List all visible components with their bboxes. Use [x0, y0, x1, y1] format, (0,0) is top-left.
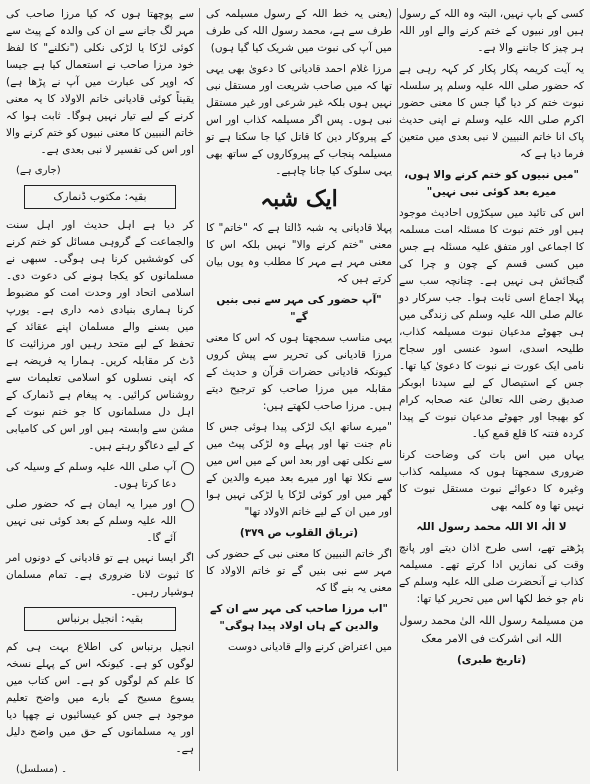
list-item: [6, 459, 194, 493]
paragraph: یہ آیت کریمہ پکار پکار کر کہہ رہی ہے کہ حضور صلی اللہ علیہ وسلم پر سلسلہ نبوت ختم کر دیا گیا جس کا معنی حضور اکرم صلی اللہ علیہ وسلم نے اپنی حدیث پاک انا خاتم النبیین لا نبی بعدی میں متعین فرما دیا ہے کہ: [399, 63, 584, 160]
paragraph: پڑھتے تھے، اسی طرح اذان دیتے اور پانچ وقت کی نمازیں ادا کرتے تھے۔ مسیلمہ کذاب نے آنحضرت صلی اللہ علیہ وسلم کے نام جو خط لکھا اس میں تحریر کیا تھا:: [399, 542, 584, 605]
quote: "اب مرزا صاحب کی مہر سے ان کے والدین کے ہاں اولاد پیدا ہوگی": [210, 603, 388, 632]
citation: (تاریخ طبری): [456, 654, 527, 666]
boxed-title: بقیہ: مکتوب ڈنمارک: [24, 185, 176, 209]
paragraph: اس کی تائید میں سیکڑوں احادیث موجود ہیں اور ختم نبوت کا مسئلہ امت مسلمہ کا اجماعی اور متفق علیہ مسئلہ ہے جس میں کسی قسم کے چون و چرا کی گنجائش ہی نہیں ہے۔ چنانچہ سب سے پہلا اجماع اسی ثابت ہوا۔ جب سرکار دو عالم صلی اللہ علیہ وسلم کی زندگی میں ہی جھوٹے مدعیان نبوت مسیلمہ کذاب، طلیحہ اسدی، اسود عنسی اور سجاح نامی ایک عورت نے نبوت کا دعویٰ کیا تھا۔ جس کے استیصال کے لیے سیدنا ابوبکر صدیق رضی اللہ تعالیٰ عنہ صحابہ کرام کو بھیجا اور جھوٹے مدعیان نبوت کے پیدا کردہ فتنہ کا قلع قمع کیا۔: [399, 207, 584, 440]
paragraph: اگر ایسا نہیں ہے تو قادیانی کے دونوں امر کا ثبوت لانا ضروری ہے۔ تمام مسلمان ہوشیار رہیں۔: [6, 552, 194, 598]
continued-label: (جاری ہے): [16, 165, 61, 176]
paragraph: کر دیا ہے اہل حدیث اور اہل سنت والجماعت کے گروہی مسائل کو ختم کرنے کی کوششیں کرنا ہی ہوگی۔ سبھی نے مسلمانوں کو یکجا ہونے کی دعوت دی۔ اسلامی اتحاد اور وحدت امت کو مضبوط کرنا ہماری بنیادی ذمہ داری ہے۔ یورپ میں بسنے والے مسلمان اپنے عقائد کے تحفظ کے لیے متحد رہیں اور مرزائیت کا ڈٹ کر مقابلہ کریں۔ ہمارا یہ فریضہ ہے کہ اپنی نسلوں کو اسلامی تعلیمات سے روشناس کرائیں۔ یہ پیغام ہے ڈنمارک کے اہل دل مسلمانوں کا جو ختم نبوت کے مشن سے وابستہ ہیں اور اس کی کامیابی کے لیے دعاگو رہتے ہیں۔: [6, 219, 194, 452]
right-column: [399, 6, 584, 673]
paragraph: پہلا قادیانی یہ شبہ ڈالتا ہے کہ "خاتم" کا معنی "ختم کرنے والا" نہیں بلکہ اس کا معنی مہر ہے مہر کا مطلب وہ یوں بیان کرتے ہیں کہ: [206, 222, 392, 285]
option-text: آپ صلی اللہ علیہ وسلم کے وسیلہ کی دعا کرتا ہوں۔: [6, 461, 176, 490]
paragraph: مرزا غلام احمد قادیانی کا دعویٰ بھی یہی تھا کہ میں صاحب شریعت اور مستقل نبی نہیں ہوں بلکہ غیر شرعی اور غیر مستقل نبی ہوں۔ پس اگر مسیلمہ کذاب اور اس کے پیروکار دین کا قاتل کیا جا سکتا ہے تو مسیلمہ پنجاب کے پیروکاروں کے ساتھ بھی یہی سلوک کیا جانا چاہیے۔: [206, 63, 392, 177]
footer-note: ۔ (مسلسل): [16, 764, 67, 775]
paragraph: (یعنی یہ خط اللہ کے رسول مسیلمہ کی طرف سے ہے، محمد رسول اللہ کی طرف میں آپ کی نبوت میں شریک کیا گیا ہوں): [206, 8, 392, 54]
quote: "میرے ساتھ ایک لڑکی پیدا ہوئی جس کا نام جنت تھا اور پہلے وہ لڑکی پیٹ میں سے نکلی تھی اور بعد اس کے میں اس میں سے نکلا تھا اور میرے بعد میرے والدین کے گھر میں اور کوئی لڑکا یا لڑکی نہیں ہوا اور میں ان کے لیے خاتم الاولاد تھا": [206, 421, 392, 518]
paragraph: کسی کے باپ نہیں، البتہ وہ اللہ کے رسول ہیں اور نبیوں کے ختم کرنے والے اور اللہ ہر چیز کا جاننے والا ہے۔: [399, 8, 584, 54]
section-heading: ایک شبہ: [260, 186, 338, 212]
kalima: لا الٰہ الا اللہ محمد رسول اللہ: [416, 521, 567, 533]
arabic-quote: من مسیلمۃ رسول اللہ الیٰ محمد رسول اللہ انی اشرکت فی الامر معک: [399, 614, 584, 645]
paragraph: یہاں میں اس بات کی وضاحت کرنا ضروری سمجھتا ہوں کہ مسیلمہ کذاب وغیرہ کا دعوائے نبوت مستقل نبوت کا نہیں تھا وہ کلمہ بھی: [399, 449, 584, 512]
paragraph: یہی مناسب سمجھتا ہوں کہ اس کا معنی مرزا قادیانی کی تحریر سے پیش کروں کیونکہ قادیانی حضرات قرآن و حدیث کے مقابلہ میں مرزا صاحب کو ترجیح دیتے ہیں۔ مرزا صاحب لکھتے ہیں:: [206, 332, 392, 412]
circle-bullet-icon: [181, 499, 194, 512]
circle-bullet-icon: [181, 462, 194, 475]
citation: (تریاق القلوب ص ۳۷۹): [239, 527, 359, 539]
column-divider: [199, 8, 200, 771]
left-column: [6, 6, 194, 784]
paragraph: اگر خاتم النبیین کا معنی نبی کے حضور کی مہر سے نبی بنیں گے تو خاتم الاولاد کا معنی یہ بنے گا کہ: [206, 548, 392, 594]
column-divider: [397, 8, 398, 771]
paragraph: سے پوچھتا ہوں کہ کیا مرزا صاحب کی مہر لگ جانے سے ان کی والدہ کے پیٹ سے کوئی لڑکا یا لڑکی نکلی ("نکلنے" کا لفظ خود مرزا صاحب نے استعمال کیا ہے جیسا کہ اوپر کی عبارت میں آپ نے پڑھا ہے) یقیناً کوئی قادیانی خاتم الاولاد کا یہ معنی کرنے کے لیے تیار نہیں ہوگا۔ ثابت ہوا کہ خاتم النبیین کا معنی نبیوں کو ختم کرنے والا اور اس کی تفسیر لا نبی بعدی ہے۔: [6, 8, 194, 156]
paragraph: میں اعتراض کرنے والے قادیانی دوست: [228, 641, 392, 653]
quote: "آپ حضور کی مہر سے نبی بنیں گے": [216, 294, 382, 323]
quoted-hadith: "میں نبیوں کو ختم کرنے والا ہوں، میرے بعد کوئی نبی نہیں": [404, 169, 579, 198]
option-text: اور میرا یہ ایمان ہے کہ حضور صلی اللہ علیہ وسلم کے بعد کوئی نبی نہیں آئے گا۔: [6, 498, 176, 544]
list-item: [6, 496, 194, 547]
middle-column: [206, 6, 392, 660]
boxed-title: بقیہ: انجیل برنباس: [24, 607, 176, 631]
paragraph: انجیل برنباس کی اطلاع بہت ہی کم لوگوں کو ہے۔ کیونکہ اس کے پہلے نسخہ کا علم کم لوگوں کو ہے۔ اس کتاب میں یسوع مسیح کے بارے میں واضح تعلیم موجود ہے جس کو عیسائیوں نے چھپا دیا اور یہ مسلمانوں کے حق میں واضح دلیل ہے۔: [6, 641, 194, 755]
